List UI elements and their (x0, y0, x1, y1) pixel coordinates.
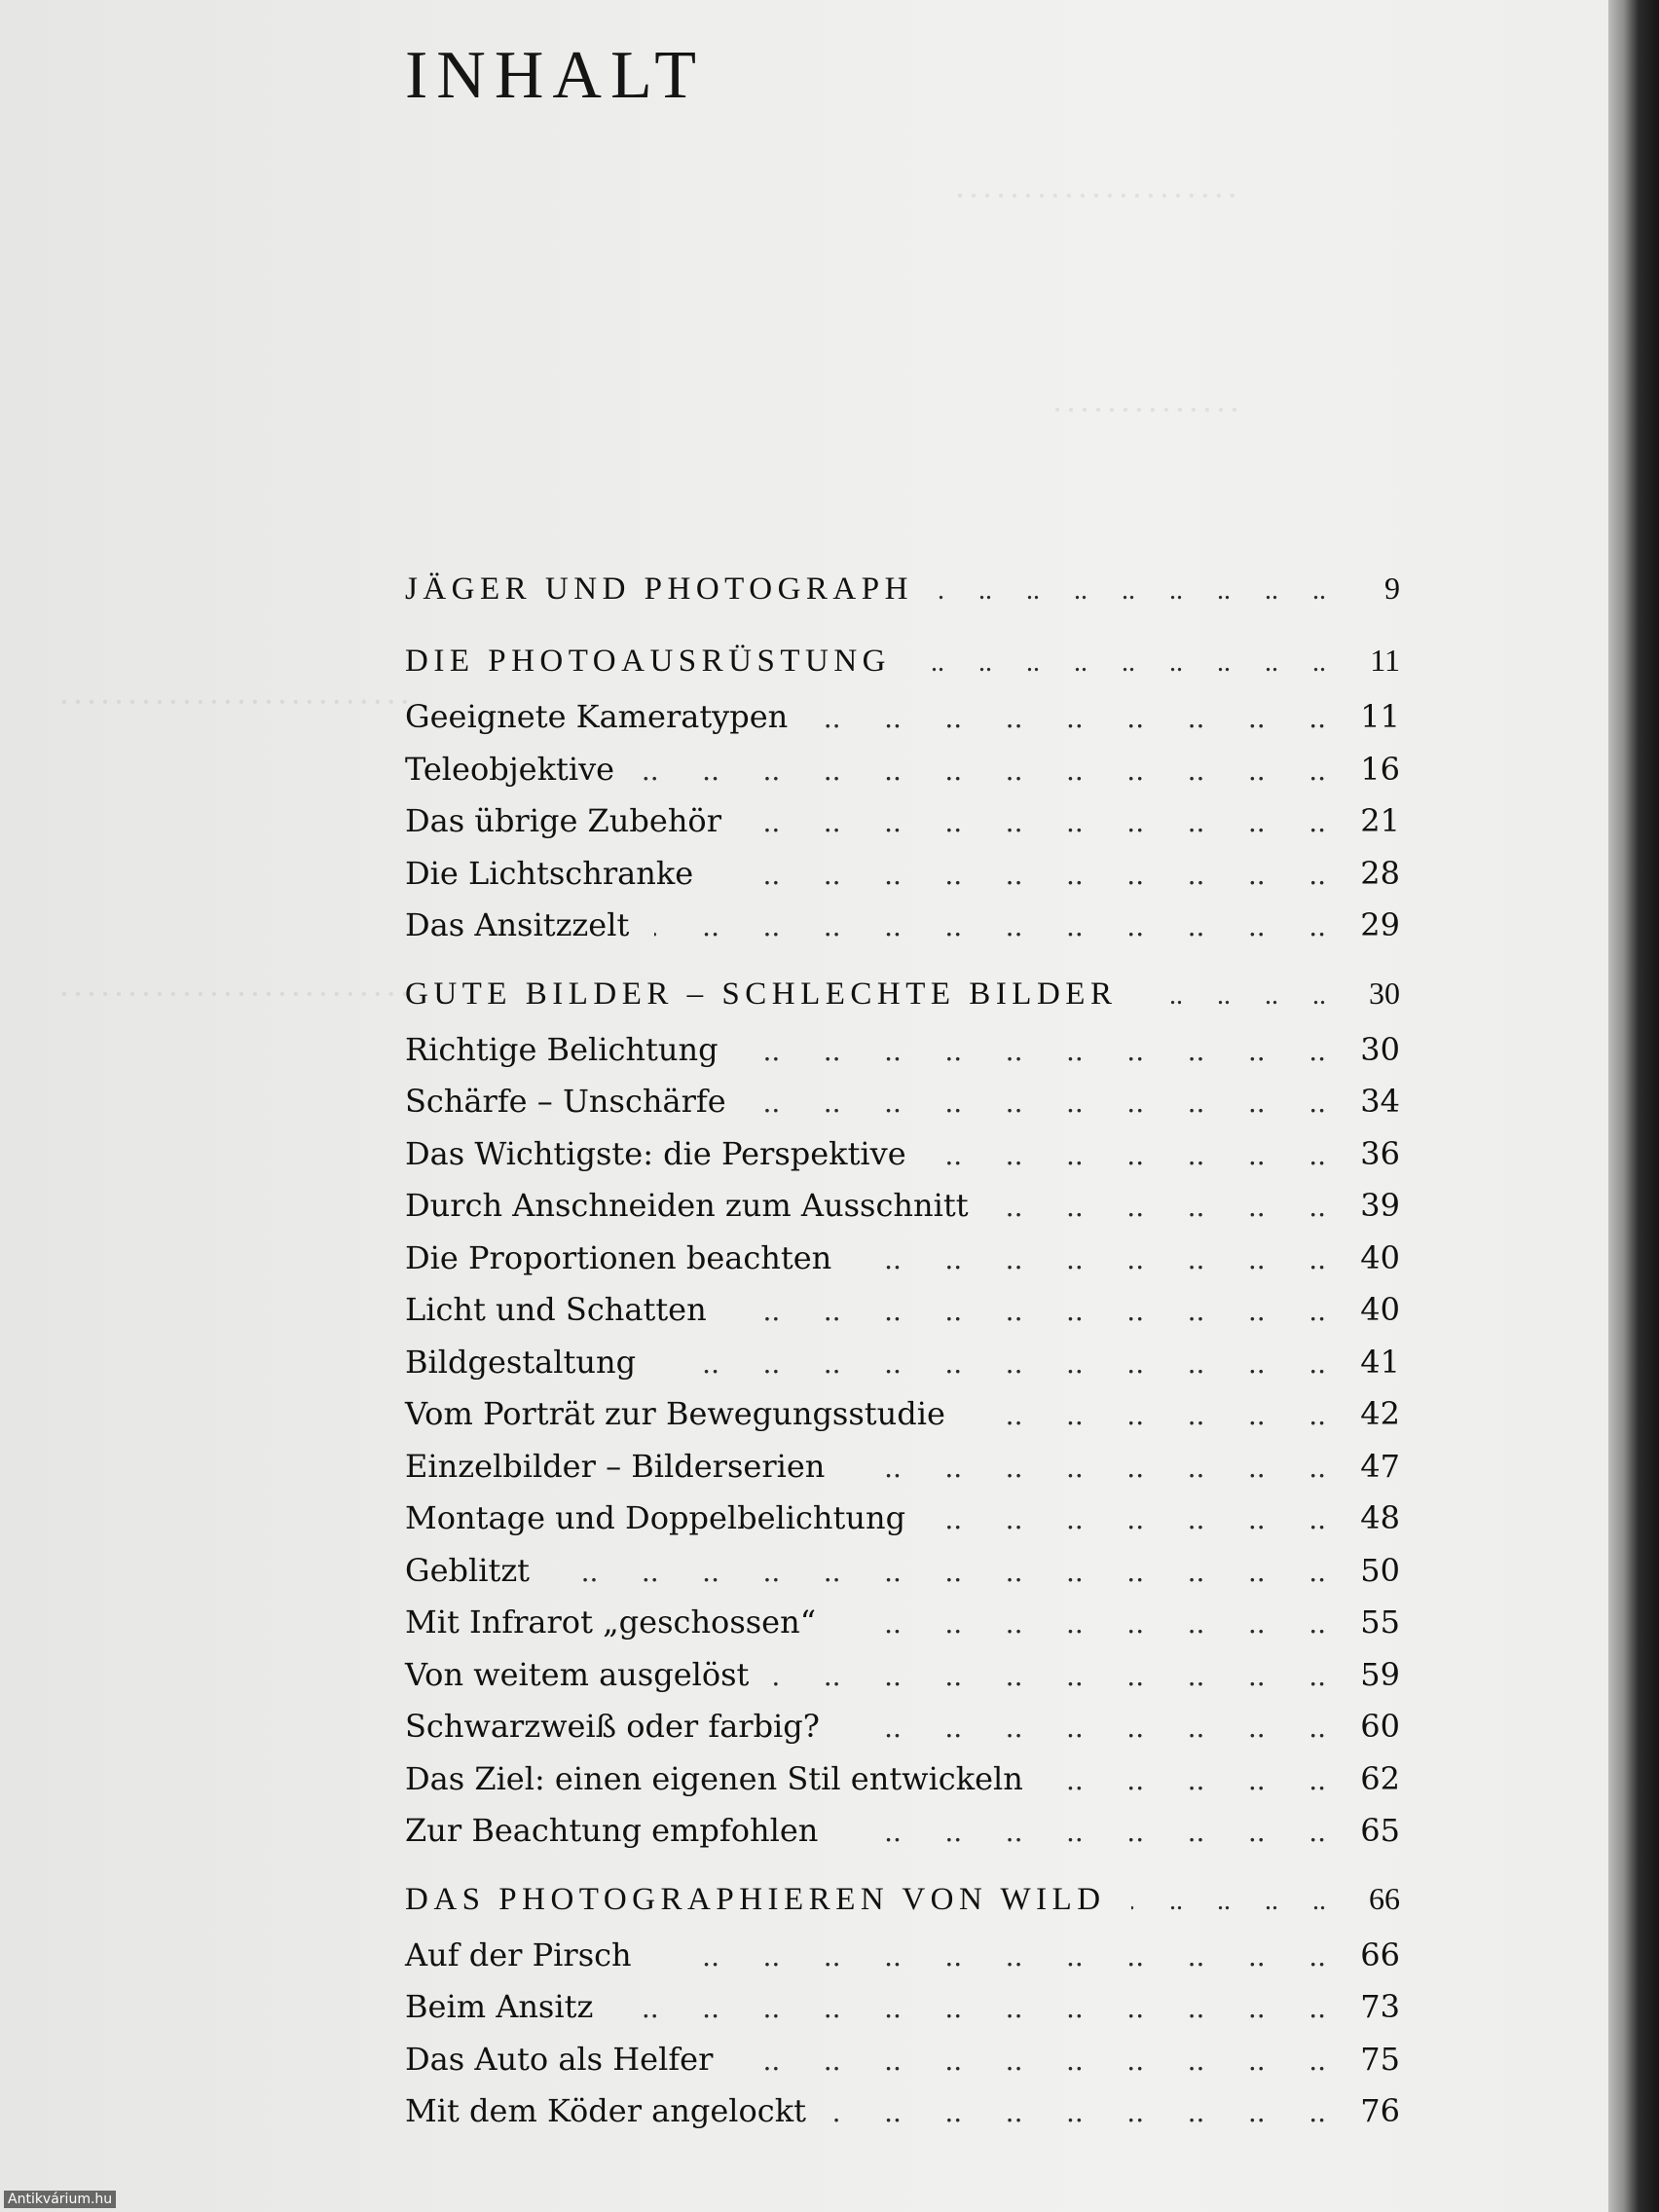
toc-entry-page-number: 73 (1360, 1988, 1400, 2025)
dot-leader (654, 901, 1326, 953)
dot-leader (994, 1181, 1326, 1234)
toc-entry-title: Teleobjektive (405, 750, 615, 788)
toc-entry (405, 1805, 1400, 1858)
dot-leader (916, 632, 1326, 694)
toc-entry-title: Montage und Doppelbelichtung (405, 1499, 906, 1536)
toc-entry-title: Vom Porträt zur Bewegungsstudie (405, 1395, 945, 1432)
toc-entry-page-number: 62 (1360, 1759, 1400, 1797)
toc-entry-title: Zur Beachtung empfohlen (405, 1812, 819, 1849)
dot-leader (939, 560, 1326, 622)
toc-entry-title: Von weitem ausgelöst (405, 1655, 750, 1693)
toc-entry-title: Mit Infrarot „geschossen“ (405, 1604, 817, 1641)
toc-entry (405, 1024, 1400, 1077)
dot-leader (732, 1285, 1326, 1338)
toc-entry-page-number: 65 (1360, 1812, 1400, 1849)
dot-leader (857, 1234, 1326, 1286)
toc-entry-title: Die Lichtschranke (405, 854, 694, 892)
toc-entry (405, 1441, 1400, 1493)
dot-leader (744, 1025, 1326, 1078)
toc-entry-page-number: 16 (1360, 750, 1400, 788)
dot-leader (719, 849, 1326, 902)
toc-entry-title: Geblitzt (405, 1551, 531, 1589)
toc-entry-title: Licht und Schatten (405, 1291, 707, 1328)
toc-entry (405, 1337, 1400, 1389)
toc-entry-page-number: 47 (1360, 1447, 1400, 1485)
toc-chapter-heading (405, 962, 1400, 1024)
toc-entry-page-number: 21 (1360, 802, 1400, 839)
dot-leader (813, 692, 1326, 745)
toc-entry (405, 1233, 1400, 1285)
toc-entry-page-number: 39 (1360, 1187, 1400, 1224)
toc-entry-title: Beim Ansitz (405, 1988, 594, 2025)
toc-entry (405, 1753, 1400, 1806)
toc-entry-title: Geeignete Kameratypen (405, 698, 789, 735)
toc-entry-page-number: 41 (1360, 1343, 1400, 1381)
toc-entry-page-number: 40 (1360, 1291, 1400, 1328)
dot-leader (931, 1493, 1326, 1546)
toc-entry (405, 1597, 1400, 1649)
dot-leader (640, 745, 1326, 797)
toc-entry-page-number: 34 (1360, 1083, 1400, 1120)
toc-entry-page-number: 55 (1360, 1604, 1400, 1641)
toc-entry (405, 1180, 1400, 1233)
dot-leader (841, 1598, 1326, 1650)
toc-entry-page-number: 36 (1360, 1134, 1400, 1172)
toc-chapter-heading-title: JÄGER UND PHOTOGRAPH (405, 571, 913, 607)
dot-leader (752, 1077, 1326, 1129)
toc-section (405, 962, 1400, 1858)
show-through-text: ····················· (954, 176, 1240, 215)
dot-leader (618, 1982, 1326, 2035)
toc-entry-page-number: 30 (1360, 1030, 1400, 1068)
toc-entry (405, 2034, 1400, 2086)
toc-entry-page-number: 60 (1360, 1708, 1400, 1745)
toc-entry-title: Richtige Belichtung (405, 1030, 719, 1068)
watermark-label: Antikvárium.hu (4, 2191, 116, 2208)
toc-entry-title: Das übrige Zubehör (405, 802, 721, 839)
toc-entry-page-number: 11 (1360, 698, 1400, 735)
toc-chapter-heading-page-number: 11 (1370, 643, 1400, 678)
dot-leader (738, 2035, 1326, 2087)
toc-entry (405, 795, 1400, 848)
toc-section (405, 1867, 1400, 2138)
toc-entry-page-number: 48 (1360, 1499, 1400, 1536)
dot-leader (1049, 1754, 1326, 1807)
book-binding-shadow (1608, 0, 1659, 2212)
toc-chapter-heading (405, 1867, 1400, 1930)
dot-leader (843, 1806, 1326, 1859)
toc-chapter-heading-page-number: 66 (1369, 1880, 1400, 1916)
toc-entry-title: Das Wichtigste: die Perspektive (405, 1134, 906, 1172)
toc-section (405, 629, 1400, 952)
toc-entry-page-number: 66 (1360, 1936, 1400, 1973)
dot-leader (661, 1338, 1326, 1390)
dot-leader (971, 1389, 1326, 1442)
show-through-text: ·············· (1051, 390, 1242, 429)
toc-entry-title: Auf der Pirsch (405, 1936, 632, 1973)
toc-entry (405, 1701, 1400, 1753)
toc-entry (405, 1649, 1400, 1702)
toc-entry-title: Mit dem Köder angelockt (405, 2092, 806, 2129)
toc-entry-page-number: 76 (1360, 2092, 1400, 2129)
toc-entry (405, 1284, 1400, 1337)
toc-entry-page-number: 42 (1360, 1395, 1400, 1432)
toc-entry (405, 848, 1400, 901)
toc-entry (405, 1545, 1400, 1598)
toc-entry-page-number: 75 (1360, 2040, 1400, 2078)
dot-leader (555, 1546, 1326, 1599)
table-of-contents (405, 557, 1400, 2148)
toc-entry (405, 691, 1400, 744)
show-through-text: ·························· (58, 682, 413, 721)
toc-entry-title: Durch Anschneiden zum Ausschnitt (405, 1187, 969, 1224)
toc-entry-title: Das Ansitzzelt (405, 906, 630, 943)
toc-chapter-heading (405, 629, 1400, 691)
toc-entry-title: Das Auto als Helfer (405, 2040, 714, 2078)
dot-leader (747, 796, 1326, 849)
toc-entry (405, 1981, 1400, 2034)
toc-entry-title: Schärfe – Unschärfe (405, 1083, 726, 1120)
toc-entry (405, 1493, 1400, 1545)
toc-entry-title: Einzelbilder – Bilderserien (405, 1447, 826, 1485)
toc-entry (405, 2085, 1400, 2138)
toc-chapter-heading-title: DAS PHOTOGRAPHIEREN VON WILD (405, 1881, 1106, 1917)
dot-leader (774, 1650, 1326, 1703)
toc-entry-page-number: 29 (1360, 906, 1400, 943)
dot-leader (1131, 1870, 1326, 1933)
toc-entry-title: Die Proportionen beachten (405, 1238, 832, 1276)
dot-leader (845, 1702, 1326, 1754)
toc-chapter-heading-title: DIE PHOTOAUSRÜSTUNG (405, 644, 892, 679)
toc-entry-page-number: 59 (1360, 1655, 1400, 1693)
toc-section (405, 557, 1400, 619)
toc-entry-page-number: 28 (1360, 854, 1400, 892)
toc-entry (405, 1930, 1400, 1982)
toc-entry-title: Das Ziel: einen eigenen Stil entwickeln (405, 1759, 1023, 1797)
toc-entry (405, 1128, 1400, 1181)
toc-chapter-heading (405, 557, 1400, 619)
toc-entry-page-number: 50 (1360, 1551, 1400, 1589)
toc-entry-title: Schwarzweiß oder farbig? (405, 1708, 820, 1745)
toc-chapter-heading-page-number: 30 (1369, 975, 1400, 1011)
toc-entry (405, 1076, 1400, 1128)
toc-entry (405, 744, 1400, 796)
dot-leader (1142, 965, 1326, 1027)
dot-leader (657, 1931, 1326, 1983)
dot-leader (932, 1129, 1326, 1182)
dot-leader (850, 1442, 1326, 1494)
page-title: INHALT (405, 38, 706, 113)
toc-entry-page-number: 40 (1360, 1238, 1400, 1276)
toc-chapter-heading-title: GUTE BILDER – SCHLECHTE BILDER (405, 976, 1118, 1012)
dot-leader (831, 2086, 1326, 2139)
toc-chapter-heading-page-number: 9 (1384, 571, 1400, 606)
toc-entry-title: Bildgestaltung (405, 1343, 637, 1381)
show-through-text: ·························· (58, 975, 413, 1014)
toc-entry (405, 1388, 1400, 1441)
toc-entry (405, 900, 1400, 952)
